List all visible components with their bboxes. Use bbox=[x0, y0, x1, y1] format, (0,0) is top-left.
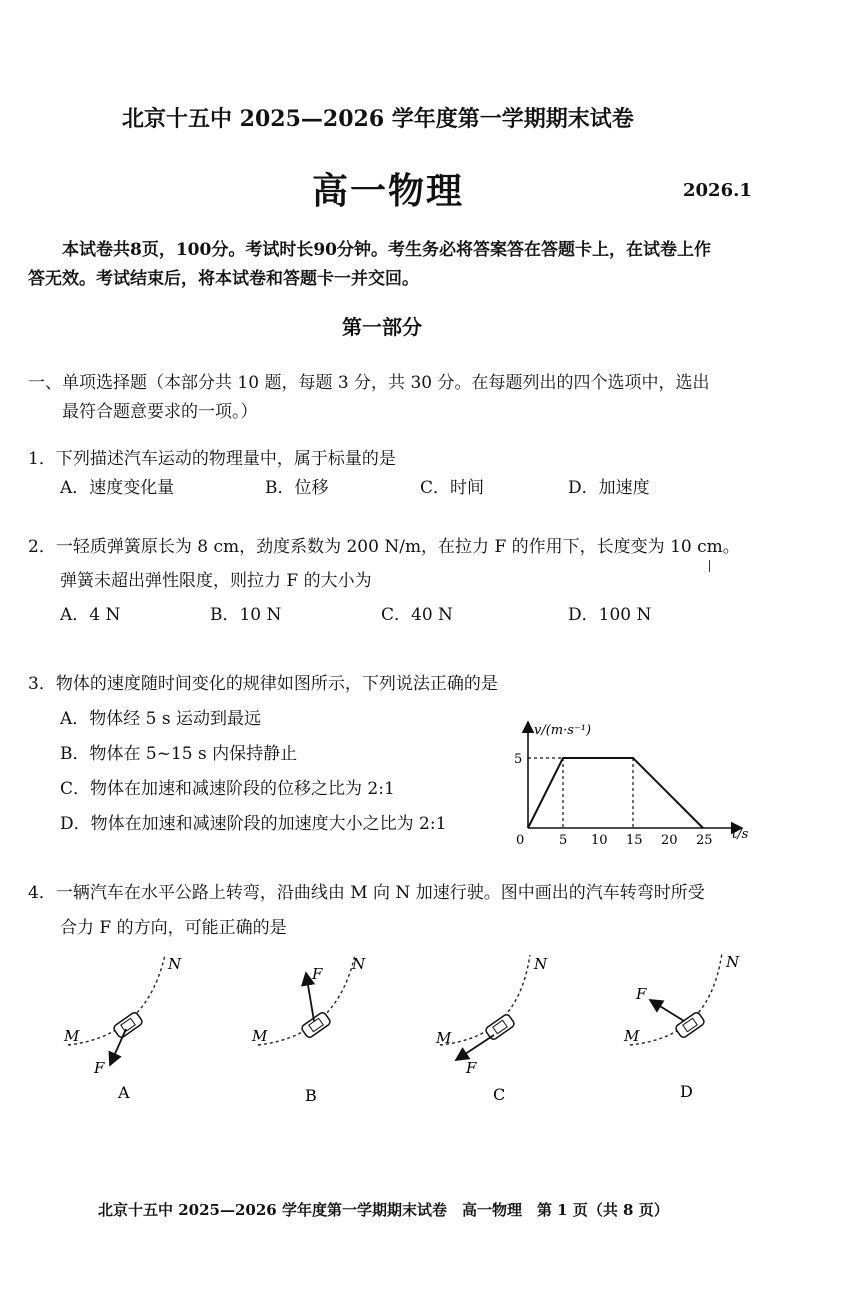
q1-option-b: B．位移 bbox=[265, 478, 329, 498]
exam-date: 2026.1 bbox=[683, 180, 752, 201]
section-heading-line-1: 一、单项选择题（本部分共 10 题，每题 3 分，共 30 分。在每题列出的四个选项中，选出 bbox=[28, 373, 710, 393]
q2-option-a: A．4 N bbox=[60, 605, 121, 625]
x-tick-label-0: 0 bbox=[516, 833, 525, 848]
q3-option-c: C．物体在加速和减速阶段的位移之比为 2:1 bbox=[60, 779, 395, 799]
x-tick-label-5: 5 bbox=[559, 833, 568, 848]
point-n-label: N bbox=[534, 955, 548, 973]
velocity-series-line bbox=[528, 758, 703, 828]
part-title: 第一部分 bbox=[342, 315, 422, 339]
x-axis-label: t/s bbox=[732, 827, 749, 842]
y-axis-label: v/(m·s⁻¹) bbox=[534, 723, 592, 738]
x-tick-label-10: 10 bbox=[591, 833, 608, 848]
force-arrow bbox=[650, 1000, 684, 1021]
exam-title: 北京十五中 2025—2026 学年度第一学期期末试卷 bbox=[122, 106, 634, 132]
point-n-label: N bbox=[726, 953, 740, 971]
figure-label: D bbox=[680, 1082, 693, 1101]
q2-option-b: B．10 N bbox=[210, 605, 282, 625]
figure-d bbox=[623, 953, 740, 1101]
point-n-label: N bbox=[352, 955, 366, 973]
figure-label: A bbox=[118, 1083, 130, 1102]
x-tick-label-20: 20 bbox=[661, 833, 678, 848]
q3-option-d: D．物体在加速和减速阶段的加速度大小之比为 2:1 bbox=[60, 814, 447, 834]
car-icon bbox=[301, 1011, 332, 1039]
q1-option-a: A．速度变化量 bbox=[60, 478, 175, 498]
figure-a bbox=[63, 955, 182, 1102]
intro-line-2: 答无效。考试结束后，将本试卷和答题卡一并交回。 bbox=[28, 269, 419, 289]
q2-option-c: C．40 N bbox=[381, 605, 453, 625]
force-label: F bbox=[94, 1059, 105, 1077]
figure-b bbox=[251, 955, 366, 1105]
figure-label: B bbox=[305, 1086, 317, 1105]
q3-option-a: A．物体经 5 s 运动到最远 bbox=[60, 709, 262, 729]
y-tick-label-5: 5 bbox=[514, 752, 523, 767]
point-n-label: N bbox=[168, 955, 182, 973]
q2-stem-line-2: 弹簧未超出弹性限度，则拉力 F 的大小为 bbox=[60, 571, 372, 591]
subject-title: 高一物理 bbox=[312, 170, 465, 212]
q2-option-d: D．100 N bbox=[568, 605, 652, 625]
pen-mark bbox=[709, 560, 710, 572]
q3-stem: 3．物体的速度随时间变化的规律如图所示，下列说法正确的是 bbox=[28, 674, 498, 694]
point-m-label: M bbox=[436, 1029, 452, 1047]
force-label: F bbox=[466, 1059, 477, 1077]
point-m-label: M bbox=[252, 1027, 268, 1045]
q1-option-c: C．时间 bbox=[420, 478, 485, 498]
page-footer: 北京十五中 2025—2026 学年度第一学期期末试卷 高一物理 第 1 页（共 8 页） bbox=[98, 1201, 669, 1219]
figure-c bbox=[435, 955, 548, 1104]
car-icon bbox=[113, 1011, 144, 1039]
figure-label: C bbox=[493, 1085, 506, 1104]
point-m-label: M bbox=[64, 1027, 80, 1045]
trajectory-curve bbox=[440, 955, 530, 1045]
q4-stem-line-1: 4．一辆汽车在水平公路上转弯，沿曲线由 M 向 N 加速行驶。图中画出的汽车转弯时所受 bbox=[28, 883, 705, 903]
q3-option-b: B．物体在 5~15 s 内保持静止 bbox=[60, 744, 298, 764]
q1-stem: 1．下列描述汽车运动的物理量中，属于标量的是 bbox=[28, 449, 396, 469]
section-heading-line-2: 最符合题意要求的一项。） bbox=[62, 402, 258, 422]
car-icon bbox=[485, 1013, 516, 1041]
force-label: F bbox=[312, 965, 323, 983]
q4-stem-line-2: 合力 F 的方向，可能正确的是 bbox=[60, 918, 287, 938]
car-icon bbox=[675, 1011, 706, 1039]
point-m-label: M bbox=[624, 1027, 640, 1045]
x-tick-label-15: 15 bbox=[626, 833, 643, 848]
x-tick-label-25: 25 bbox=[696, 833, 713, 848]
intro-line-1: 本试卷共8页，100分。考试时长90分钟。考生务必将答案答在答题卡上，在试卷上作 bbox=[62, 240, 711, 260]
q2-stem-line-1: 2．一轻质弹簧原长为 8 cm，劲度系数为 200 N/m，在拉力 F 的作用下，长度变为 10 cm。 bbox=[28, 537, 740, 557]
force-arrow bbox=[456, 1035, 494, 1060]
q1-option-d: D．加速度 bbox=[568, 478, 650, 498]
force-label: F bbox=[636, 985, 647, 1003]
velocity-time-chart bbox=[510, 712, 770, 852]
car-turn-figures bbox=[0, 945, 867, 1115]
